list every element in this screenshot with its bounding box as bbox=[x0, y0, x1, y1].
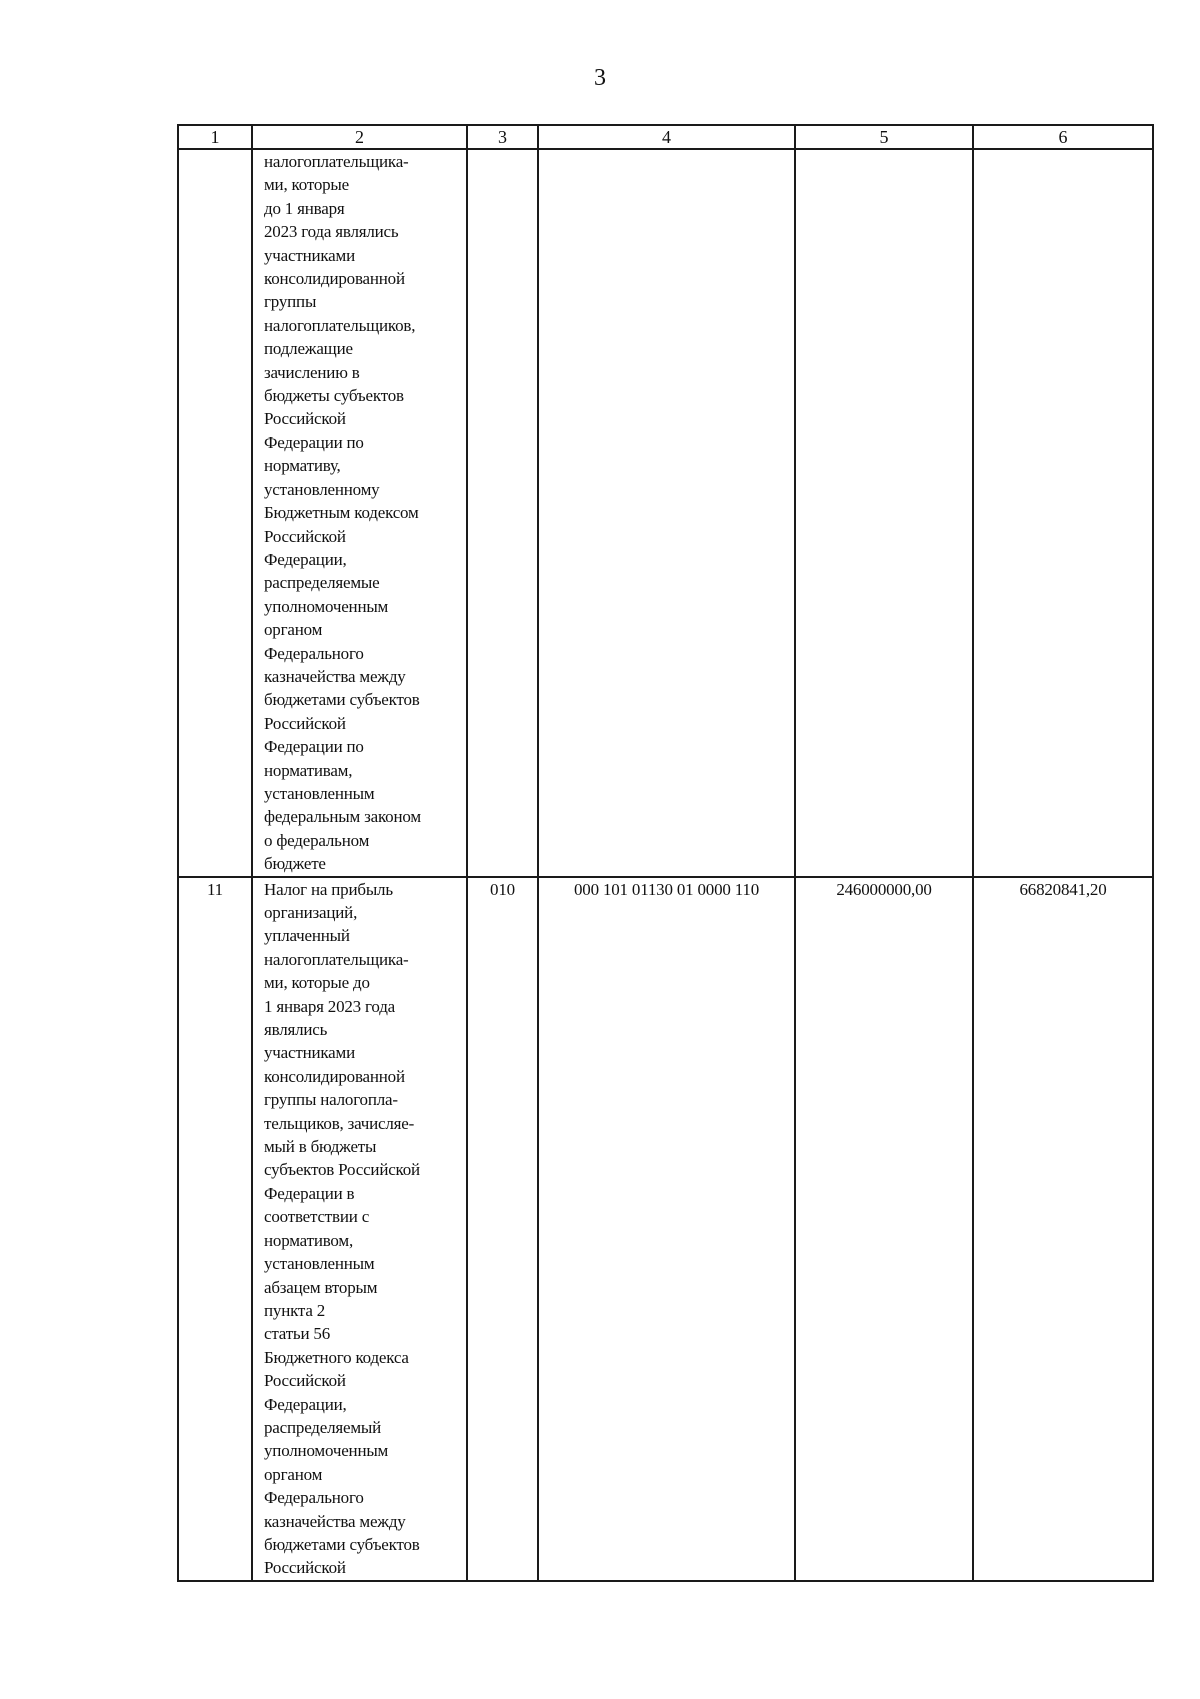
row-number bbox=[178, 149, 252, 877]
row-executed-amount bbox=[973, 149, 1153, 877]
row-executed-amount: 66820841,20 bbox=[973, 877, 1153, 1581]
row-description: Налог на прибыль организаций, уплаченный налогоплательщика- ми, которые до 1 января 2023 года являлись участниками консолидированной группы налогопла- тельщиков, зачисляе- мый в бюджеты субъектов Российской Федерации в соответствии с нормативом, установленным абзацем вторым пункта 2 статьи 56 Бюджетного кодекса Российской Федерации, распределяемый уполномоченным органом Федерального казначейства между бюджетами субъектов Российской bbox=[252, 877, 467, 1581]
table-row-continued bbox=[178, 149, 1153, 877]
column-number-row bbox=[178, 125, 1153, 149]
column-header-6: 6 bbox=[973, 125, 1153, 149]
row-number: 11 bbox=[178, 877, 252, 1581]
row-code: 010 bbox=[467, 877, 538, 1581]
row-code bbox=[467, 149, 538, 877]
row-approved-amount bbox=[795, 149, 973, 877]
column-header-2: 2 bbox=[252, 125, 467, 149]
column-header-3: 3 bbox=[467, 125, 538, 149]
row-kbk bbox=[538, 149, 795, 877]
row-approved-amount: 246000000,00 bbox=[795, 877, 973, 1581]
row-kbk: 000 101 01130 01 0000 110 bbox=[538, 877, 795, 1581]
revenue-table bbox=[177, 124, 1154, 1582]
row-description: налогоплательщика- ми, которые до 1 января 2023 года являлись участниками консолидированной группы налогоплательщиков, подлежащие зачислению в бюджеты субъектов Российской Федерации по нормативу, установленному Бюджетным кодексом Российской Федерации, распределяемые уполномоченным органом Федерального казначейства между бюджетами субъектов Российской Федерации по нормативам, установленным федеральным законом о федеральном бюджете bbox=[252, 149, 467, 877]
column-header-1: 1 bbox=[178, 125, 252, 149]
table-row-11 bbox=[178, 877, 1153, 1581]
column-header-4: 4 bbox=[538, 125, 795, 149]
column-header-5: 5 bbox=[795, 125, 973, 149]
page-number: 3 bbox=[594, 65, 606, 91]
